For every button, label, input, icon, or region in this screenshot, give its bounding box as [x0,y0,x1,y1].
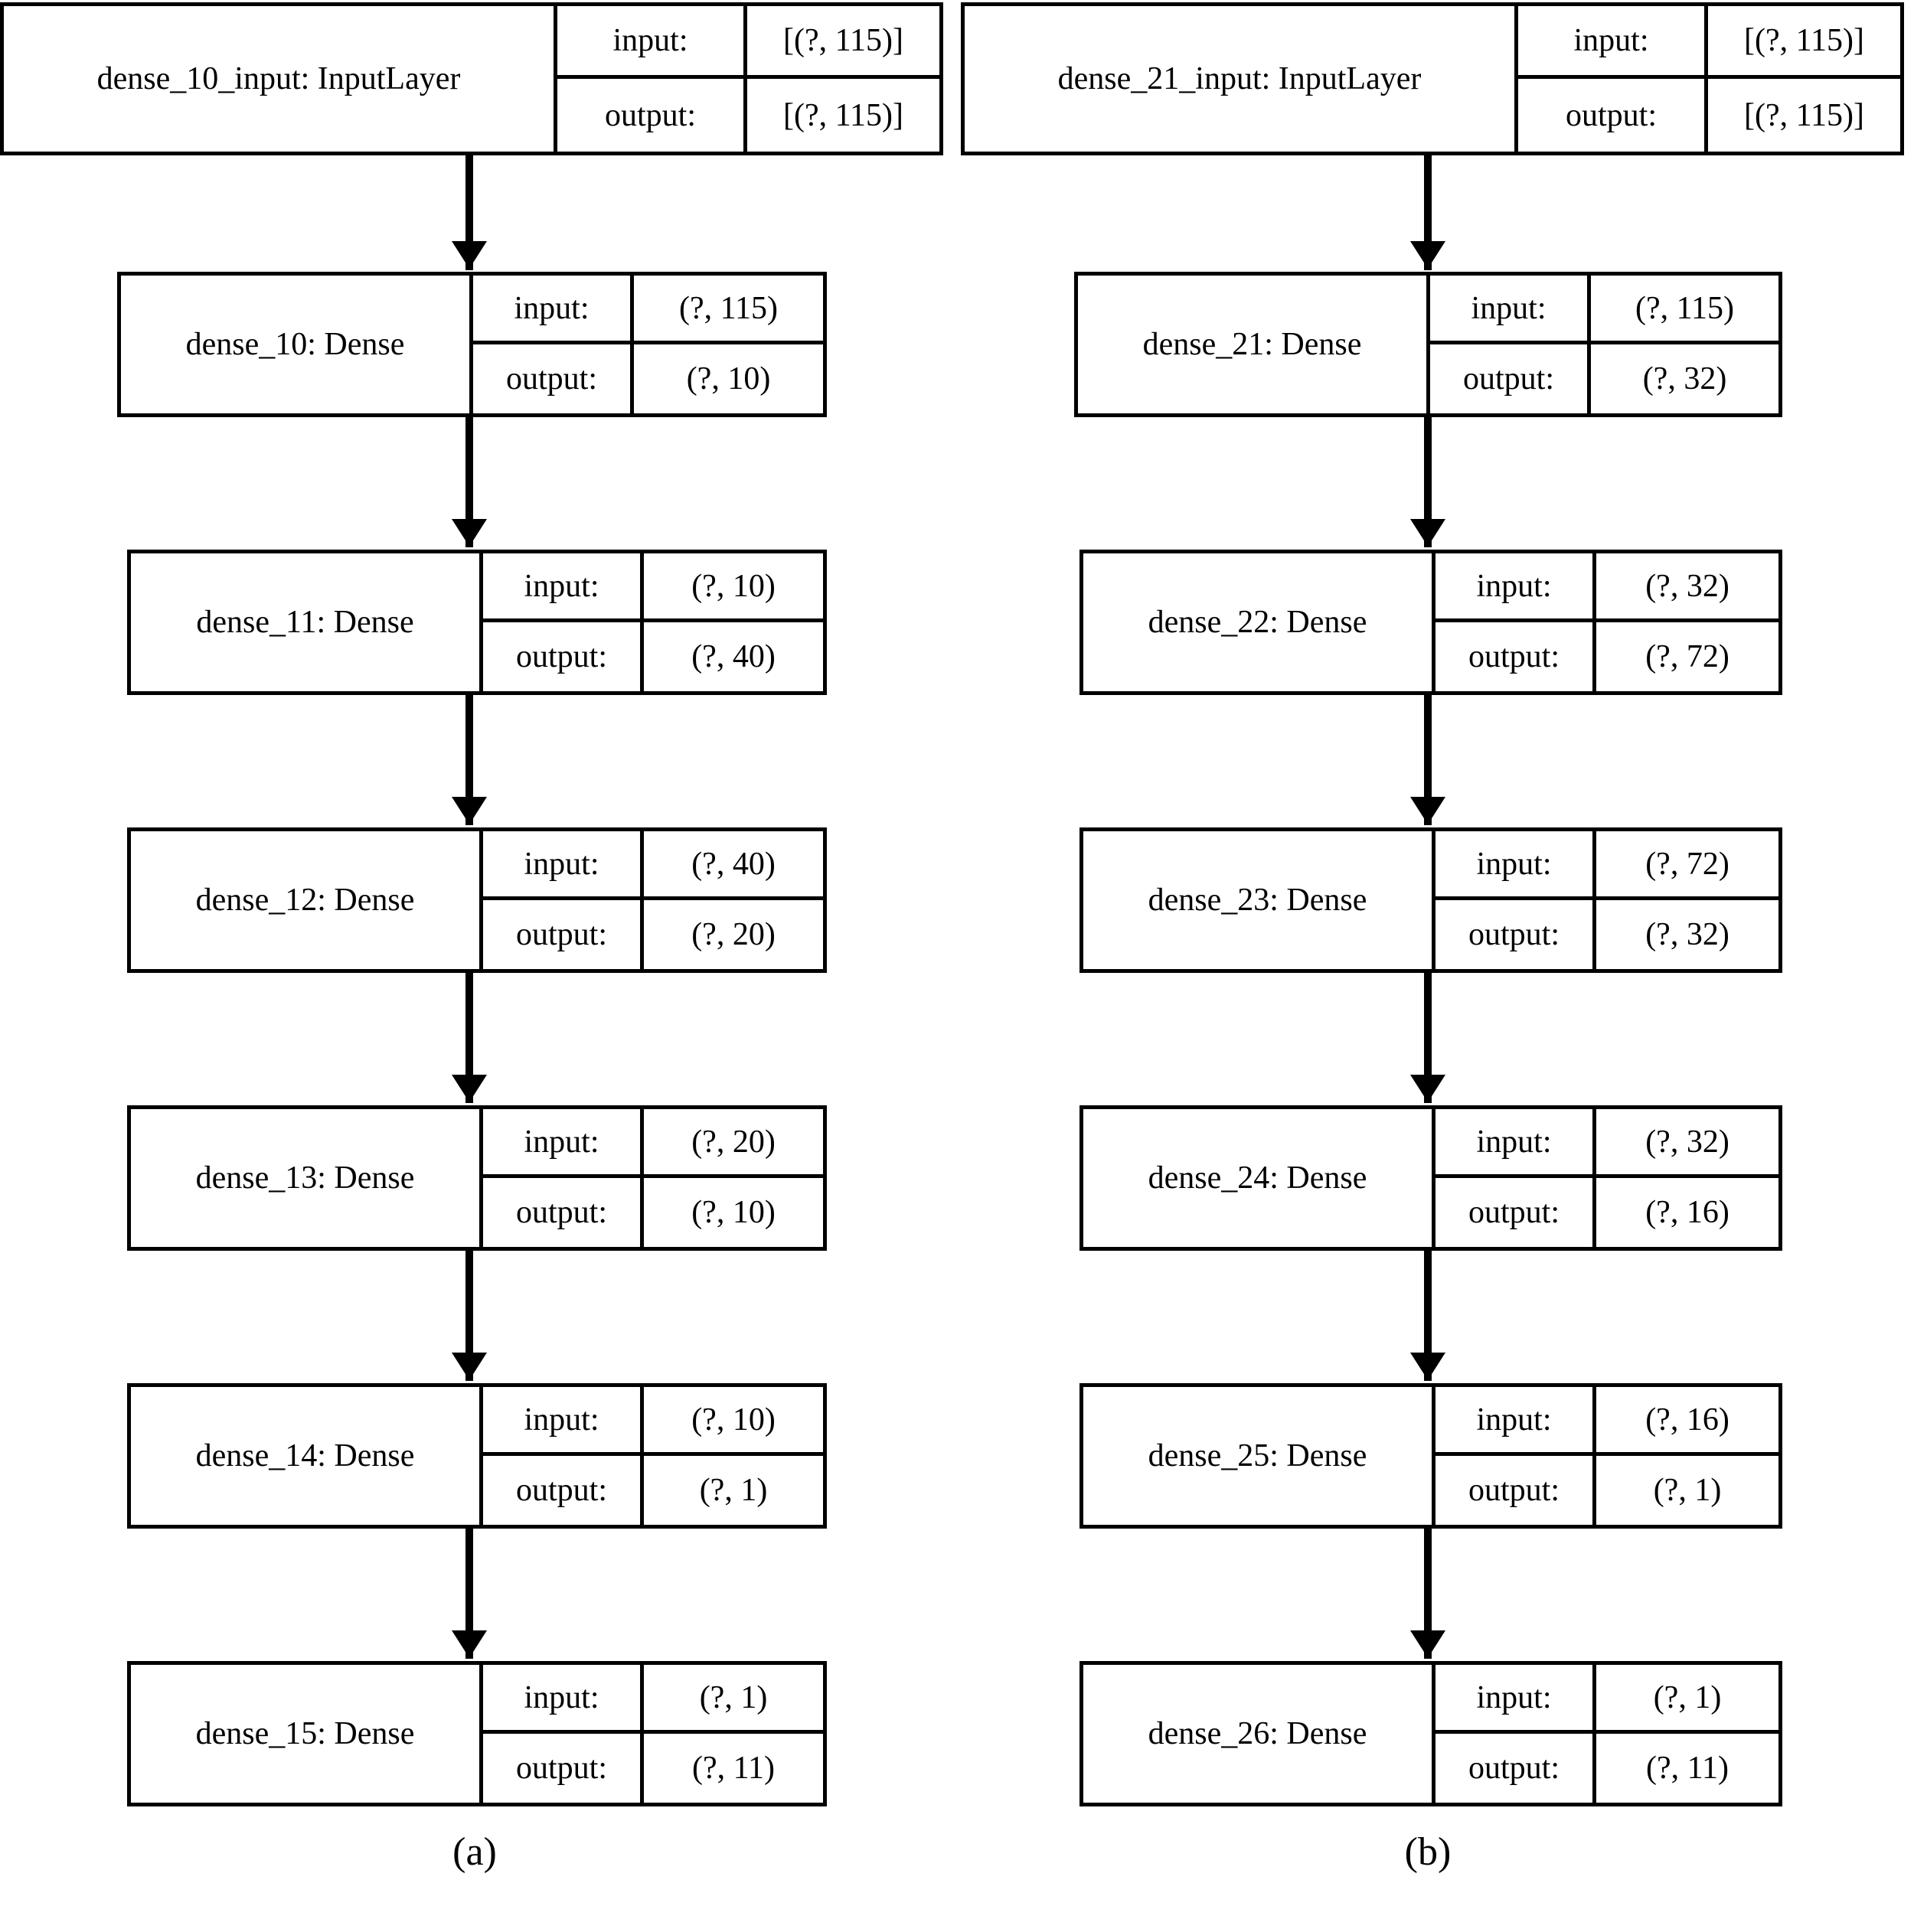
node-io [1514,6,1900,152]
io-output-label: output: [1436,1456,1596,1525]
node-io-output-row [1436,1456,1778,1525]
node-io-input-row [1430,276,1778,344]
io-output-value: (?, 16) [1645,1195,1729,1230]
node-label: dense_21_input: InputLayer [1057,60,1422,96]
io-output-value: (?, 11) [1645,1751,1729,1786]
io-input-label: input: [1436,1109,1596,1174]
node-dense_14 [127,1383,827,1529]
io-output-label: output: [483,900,644,969]
node-io [1432,1109,1778,1247]
node-io [479,1665,823,1803]
node-io [1426,276,1778,413]
edge-arrow-head [1410,1075,1445,1102]
io-input-value: (?, 10) [691,1402,776,1438]
node-dense_21_input [961,2,1904,155]
node-label: dense_13: Dense [195,1160,415,1196]
io-output-label: output: [1518,79,1708,152]
node-label: dense_14: Dense [195,1438,415,1473]
io-input-value: (?, 72) [1645,846,1729,882]
node-dense_13 [127,1105,827,1251]
node-label: dense_15: Dense [195,1715,415,1751]
node-io-input-row [557,6,939,79]
node-dense_26 [1079,1661,1782,1806]
node-dense_24 [1079,1105,1782,1251]
node-io-input-row [1436,1665,1778,1734]
node-io-input-row [483,1665,823,1734]
node-label: dense_22: Dense [1148,604,1367,640]
node-io-input-row [483,1387,823,1456]
model-diagram-a [0,0,942,1932]
node-io-input-row [483,553,823,622]
node-io-output-row [483,1178,823,1247]
model-diagram-b [961,0,1903,1932]
node-io-input-row [483,1109,823,1178]
caption-b: (b) [1404,1830,1452,1874]
node-io-input-row [1436,831,1778,900]
io-output-label: output: [483,1456,644,1525]
edge-arrow-head [1410,1630,1445,1658]
io-output-label: output: [1436,1178,1596,1247]
node-dense_10_input [0,2,943,155]
io-input-value: (?, 1) [699,1679,768,1715]
io-input-label: input: [483,1387,644,1452]
node-io-input-row [1518,6,1900,79]
node-io-output-row [483,1734,823,1803]
io-input-label: input: [557,6,747,75]
io-input-value: [(?, 115)] [782,23,904,58]
node-io [479,1109,823,1247]
node-io-output-row [1436,1734,1778,1803]
io-output-value: (?, 10) [691,1195,776,1230]
node-label: dense_11: Dense [196,604,414,640]
edge-arrow-head [452,1075,487,1102]
io-input-value: (?, 32) [1645,1124,1729,1160]
node-label: dense_23: Dense [1148,882,1367,918]
node-io-input-row [483,831,823,900]
node-label: dense_24: Dense [1148,1160,1367,1196]
node-dense_10 [117,272,827,417]
node-dense_21 [1074,272,1782,417]
edge-arrow-head [1410,1353,1445,1380]
node-io-output-row [1430,344,1778,413]
io-output-value: (?, 32) [1645,917,1729,952]
node-io-output-row [483,1456,823,1525]
io-output-value: (?, 10) [686,361,771,397]
io-input-value: (?, 16) [1645,1402,1729,1438]
edge-arrow-head [452,1630,487,1658]
io-output-value: (?, 40) [691,639,776,674]
edge-arrow-head [1410,241,1445,269]
node-io [1432,1387,1778,1525]
io-output-value: [(?, 115)] [782,97,904,133]
node-dense_22 [1079,550,1782,695]
node-io [479,1387,823,1525]
io-input-label: input: [483,553,644,618]
io-input-label: input: [1518,6,1708,75]
io-input-value: (?, 40) [691,846,776,882]
node-io [479,831,823,969]
io-input-label: input: [483,1665,644,1730]
io-output-label: output: [1436,900,1596,969]
io-input-label: input: [1436,553,1596,618]
node-io-output-row [1436,1178,1778,1247]
io-output-value: (?, 11) [691,1751,776,1786]
edge-arrow-head [452,519,487,547]
io-output-value: (?, 20) [691,917,776,952]
io-output-value: (?, 32) [1642,361,1727,397]
edge-arrow-head [1410,797,1445,824]
node-io [469,276,823,413]
edge-arrow-head [452,241,487,269]
io-input-label: input: [1430,276,1591,341]
node-label: dense_10: Dense [185,326,405,362]
io-input-label: input: [1436,1665,1596,1730]
node-dense_23 [1079,827,1782,973]
io-output-label: output: [1436,1734,1596,1803]
io-output-value: [(?, 115)] [1743,97,1865,133]
edge-arrow-head [1410,519,1445,547]
io-output-label: output: [483,622,644,691]
io-input-value: [(?, 115)] [1743,23,1865,58]
node-io-output-row [473,344,823,413]
node-io [554,6,939,152]
node-io-output-row [483,622,823,691]
io-input-value: (?, 20) [691,1124,776,1160]
io-output-value: (?, 1) [699,1473,768,1508]
node-io [479,553,823,691]
node-dense_12 [127,827,827,973]
io-input-value: (?, 1) [1653,1679,1722,1715]
edge-arrow-head [452,1353,487,1380]
io-input-label: input: [483,1109,644,1174]
io-input-value: (?, 115) [678,290,779,326]
node-io-output-row [1518,79,1900,152]
io-input-value: (?, 115) [1635,290,1735,326]
node-io [1432,553,1778,691]
node-io [1432,1665,1778,1803]
node-io-output-row [557,79,939,152]
node-io-output-row [1436,900,1778,969]
io-output-label: output: [483,1178,644,1247]
node-label: dense_21: Dense [1142,326,1362,362]
node-io-input-row [1436,1109,1778,1178]
node-io-output-row [1436,622,1778,691]
io-output-label: output: [1436,622,1596,691]
node-label: dense_25: Dense [1148,1438,1367,1473]
io-input-label: input: [1436,831,1596,896]
io-input-label: input: [483,831,644,896]
node-label: dense_26: Dense [1148,1715,1367,1751]
io-input-label: input: [473,276,634,341]
io-output-label: output: [557,79,747,152]
node-dense_25 [1079,1383,1782,1529]
node-dense_11 [127,550,827,695]
io-output-value: (?, 1) [1653,1473,1722,1508]
edge-arrow-head [452,797,487,824]
node-io [1432,831,1778,969]
io-input-value: (?, 32) [1645,568,1729,604]
io-input-label: input: [1436,1387,1596,1452]
node-dense_15 [127,1661,827,1806]
node-io-input-row [1436,553,1778,622]
io-output-value: (?, 72) [1645,639,1729,674]
node-io-input-row [473,276,823,344]
io-output-label: output: [1430,344,1591,413]
io-output-label: output: [483,1734,644,1803]
io-output-label: output: [473,344,634,413]
io-input-value: (?, 10) [691,568,776,604]
caption-a: (a) [452,1830,497,1874]
node-io-input-row [1436,1387,1778,1456]
node-label: dense_10_input: InputLayer [96,60,461,96]
node-io-output-row [483,900,823,969]
node-label: dense_12: Dense [195,882,415,918]
